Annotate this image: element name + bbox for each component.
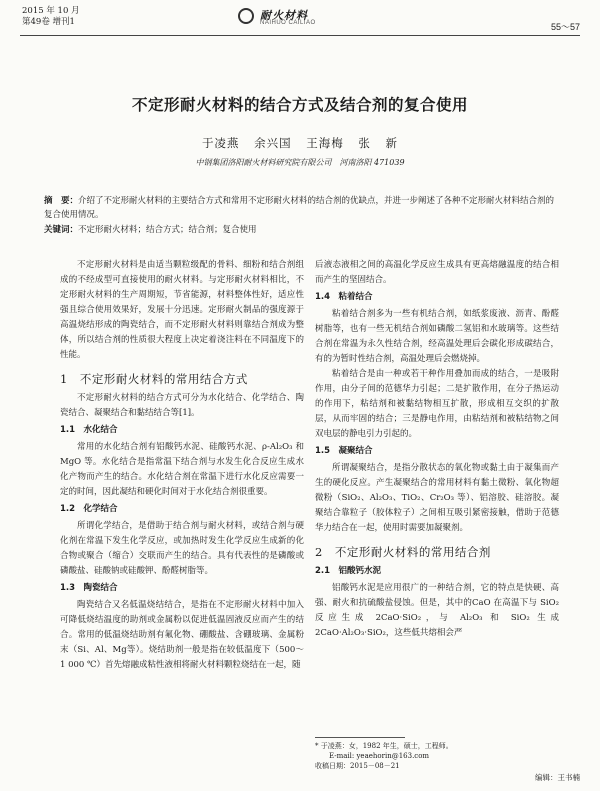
paragraph: 所谓凝聚结合，是指分散状态的氧化物或黏土由于凝集而产生的硬化反应。产生凝聚结合的常用材料有黏土微粉、氧化物超微粉（SiO₂、Al₂O₃、TiO₂、Cr₂O₃ 等）、铝溶胶、硅溶胶。凝聚结合靠粒子（胶体粒子）之间相互吸引紧密接触，借助于范德华力结合在一起，使用时需要加凝聚剂。 [315, 463, 559, 533]
paragraph: 所谓化学结合，是借助于结合剂与耐火材料，或结合剂与硬化剂在常温下发生化学反应，或加热时发生化学反应生成新的化合物或聚合（缩合）交联而产生的结合。具有代表性的是磷酸或磷酸盐、硅酸钠或硅酸钾、酚醛树脂等。 [60, 521, 304, 576]
footnote-rule [315, 737, 405, 738]
journal-emblem-icon [238, 8, 254, 24]
journal-logo [238, 6, 358, 30]
keywords [44, 223, 556, 237]
section-heading: 1 不定形耐火材料的常用结合方式 [60, 372, 248, 386]
header-rule [20, 35, 580, 36]
subsection-heading: 1.4 粘着结合 [315, 292, 373, 302]
author-list [0, 135, 600, 151]
right-column [315, 258, 559, 641]
paragraph: 铝酸钙水泥是应用很广的一种结合剂，它的特点是快硬、高强、耐火和抗硫酸盐侵蚀。但是，其中的CaO 在高温下与 SiO₂ 反应生成 2CaO·SiO₂，与 Al₂O₃ 和 SiO₂ 生成 2CaO·Al₂O₃·SiO₂，这些低共熔相会严 [315, 583, 559, 638]
author-bio: * 于凌燕：女，1982 年生，硕士，工程师。 [315, 742, 453, 750]
paragraph: 粘着结合剂多为一些有机结合剂，如纸浆废液、沥青、酚醛树脂等，也有一些无机结合剂如磷酸二氢铝和水玻璃等。这些结合剂在常温为永久性结合剂，经高温处理后会碳化形成碳结合，有的为暂时性结合剂，高温处理后会燃烧掉。 [315, 309, 559, 364]
author-email: E-mail: yeaehorin@163.com [329, 752, 430, 760]
subsection-heading: 1.2 化学结合 [60, 504, 118, 514]
received-date: 收稿日期：2015－08－21 [315, 762, 400, 770]
author: 余兴国 [254, 136, 292, 150]
abstract-text: 介绍了不定形耐火材料的主要结合方式和常用不定形耐火材料的结合剂的优缺点，并进一步阐述了各种不定形耐火材料结合剂的复合使用情况。 [44, 196, 555, 220]
keywords-text: 不定形耐火材料；结合方式；结合剂；复合使用 [78, 225, 257, 235]
volume-info: 第49卷 增刊1 [22, 17, 75, 27]
paragraph: 常用的水化结合剂有铝酸钙水泥、硅酸钙水泥、ρ-Al₂O₃ 和 MgO 等。水化结合是指常温下结合剂与水发生化合反应生成水化产物而产生的结合。水化结合剂在常温下进行水化反应需要一定的时间，因此凝结和硬化时间对于水化结合剂很重要。 [60, 442, 304, 497]
issue-date: 2015 年 10 月 [22, 6, 80, 16]
affiliation: 中钢集团洛阳耐火材料研究院有限公司 河南洛阳 471039 [195, 158, 405, 167]
author: 于凌燕 [201, 136, 240, 150]
subsection-heading: 2.1 铝酸钙水泥 [315, 566, 382, 576]
section-heading: 2 不定形耐火材料的常用结合剂 [315, 545, 491, 559]
subsection-heading: 1.3 陶瓷结合 [60, 583, 118, 593]
paragraph: 不定形耐火材料的结合方式可分为水化结合、化学结合、陶瓷结合、凝聚结合和黏结结合等[1]。 [60, 393, 304, 418]
article-title: 不定形耐火材料的结合方式及结合剂的复合使用 [131, 96, 468, 114]
journal-name: 耐火材料 [260, 9, 308, 22]
subsection-heading: 1.1 水化结合 [60, 425, 118, 435]
page-range: 55～57 [550, 22, 580, 32]
issue-info [22, 6, 80, 28]
journal-latin-name: NAIHUO CAILIAO [260, 20, 316, 26]
abstract-label: 摘 要： [44, 196, 79, 206]
author: 王海梅 [306, 136, 344, 150]
author: 张 新 [358, 136, 399, 150]
keywords-label: 关键词： [44, 225, 79, 235]
editor-credit: 编辑：王书楠 [535, 773, 580, 782]
paragraph: 陶瓷结合又名低温烧结结合，是指在不定形耐火材料中加入可降低烧结温度的助剂或金属粉以促进低温固液反应而产生的结合。常用的低温烧结助剂有氟化物、硼酸盐、含硼玻璃、金属粉末（Si、Al、Mg等）。烧结助剂一般是指在较低温度下（500～1 000 ℃）首先熔融成粘性液相将耐火材料颗粒烧结在一起，随 [60, 600, 304, 670]
paragraph: 粘着结合是由一种或若干种作用叠加而成的结合，一是吸附作用，由分子间的范德华力引起；二是扩散作用，在分子热运动的作用下，粘结剂和被黏结物相互扩散，形成相互交织的扩散层，从而牢固的结合；三是静电作用，由粘结剂和被粘结物之间双电层的静电引力引起的。 [315, 369, 559, 439]
left-column [60, 258, 304, 673]
footnote [315, 741, 453, 771]
intro-paragraph: 不定形耐火材料是由适当颗粒级配的骨料、细粉和结合剂组成的不经成型可直接使用的耐火材料。与定形耐火材料相比，不定形耐火材料的生产周期短，节省能源，材料整体性好，适应性强且综合使用效果好，发展十分迅速。定形耐火制品的强度源于高温烧结形成的陶瓷结合，而不定形耐火材料则靠结合剂成为整体，所以结合剂的性质很大程度上决定着浇注料在不同温度下的性能。 [60, 260, 304, 360]
abstract [44, 194, 556, 222]
subsection-heading: 1.5 凝聚结合 [315, 446, 373, 456]
paragraph-continued: 后液态液相之间的高温化学反应生成具有更高熔融温度的结合相而产生的坚固结合。 [315, 260, 559, 285]
